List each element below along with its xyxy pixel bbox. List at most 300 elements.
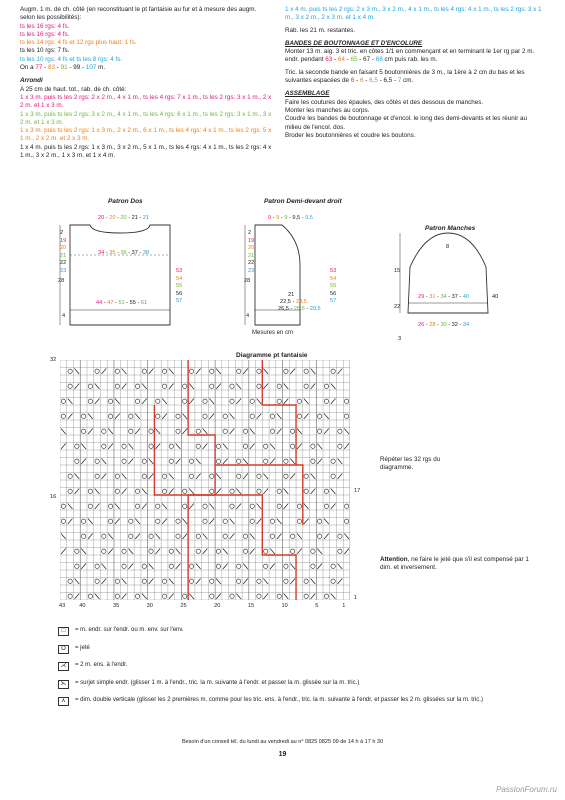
x-label: 10 bbox=[281, 603, 288, 609]
yarnover-mark bbox=[68, 489, 72, 493]
decrease-mark bbox=[81, 459, 86, 465]
decrease-mark bbox=[101, 474, 106, 480]
devant-right-heights: 53 54 55 56 57 bbox=[330, 268, 337, 304]
yarnover-mark bbox=[135, 594, 139, 598]
yarnover-mark bbox=[284, 474, 288, 478]
yarnover-mark bbox=[115, 369, 119, 373]
decrease-mark bbox=[155, 444, 160, 450]
dos-mid-widths: 34 - 35 - 36 - 37 - 38 bbox=[98, 250, 150, 256]
decrease-mark bbox=[236, 399, 241, 405]
yarnover-mark bbox=[169, 549, 173, 553]
decrease-mark bbox=[61, 549, 66, 555]
decrease-mark bbox=[331, 489, 336, 495]
yarnover-icon: O bbox=[58, 645, 69, 654]
yarnover-mark bbox=[61, 414, 65, 418]
yarnover-mark bbox=[102, 429, 106, 433]
yarnover-mark bbox=[203, 414, 207, 418]
yarnover-mark bbox=[237, 579, 241, 583]
bandes-line-2: Tric. la seconde bande en faisant 5 boutonnières de 3 m., la 1ère à 2 cm du bas et les suivantes espacées de 6 - 6 - 6,5 - 6,5 - 7 cm. bbox=[285, 68, 525, 85]
decrease-mark bbox=[277, 414, 282, 420]
yarnover-mark bbox=[324, 489, 328, 493]
augm-intro: Augm. 1 m. de ch. côté (en reconstituant le pt fantaisie au fur et à mesure des augm. selon les possibilités): bbox=[20, 6, 257, 22]
yarnover-mark bbox=[129, 534, 133, 538]
decrease-mark bbox=[162, 399, 167, 405]
decrease-mark bbox=[81, 564, 86, 570]
assemblage-line-1: Faire les coutures des épaules, des côtés et des dessous de manches. bbox=[285, 98, 484, 106]
yarnover-mark bbox=[142, 369, 146, 373]
decrease-mark bbox=[115, 399, 120, 405]
yarnover-mark bbox=[169, 459, 173, 463]
decrease-mark bbox=[284, 399, 289, 405]
yarnover-mark bbox=[142, 564, 146, 568]
watermark: PassionForum.ru bbox=[496, 785, 557, 794]
yarnover-mark bbox=[169, 444, 173, 448]
decrease-mark bbox=[95, 504, 100, 510]
decrease-mark bbox=[317, 549, 322, 555]
yarnover-mark bbox=[115, 579, 119, 583]
yarnover-mark bbox=[81, 429, 85, 433]
decrease-mark bbox=[162, 414, 167, 420]
yarnover-mark bbox=[68, 369, 72, 373]
yarnover-mark bbox=[68, 594, 72, 598]
decrease-mark bbox=[270, 444, 275, 450]
yarnover-mark bbox=[81, 414, 85, 418]
yarnover-mark bbox=[81, 519, 85, 523]
decrease-mark bbox=[61, 444, 66, 450]
yarnover-mark bbox=[331, 564, 335, 568]
yarnover-mark bbox=[257, 489, 261, 493]
decrease-mark bbox=[74, 489, 79, 495]
decrease-mark bbox=[223, 564, 228, 570]
decrease-mark bbox=[101, 579, 106, 585]
devant-side-height: 28 bbox=[244, 278, 251, 284]
yarnover-mark bbox=[216, 444, 220, 448]
yarnover-mark bbox=[284, 579, 288, 583]
knit-square-icon: □ bbox=[58, 627, 69, 636]
yarnover-mark bbox=[88, 489, 92, 493]
decrease-mark bbox=[290, 459, 295, 465]
yarnover-mark bbox=[223, 534, 227, 538]
yarnover-mark bbox=[324, 504, 328, 508]
yarnover-mark bbox=[149, 444, 153, 448]
yarnover-mark bbox=[338, 549, 342, 553]
decrease-mark bbox=[149, 474, 154, 480]
decrease-mark bbox=[155, 549, 160, 555]
yarnover-mark bbox=[317, 534, 321, 538]
arrondi-line-4: 1 x 4 m. puis ts les 2 rgs: 1 x 3 m., 3 x 2 m., 5 x 1 m., ts les 4 rgs: 4 x 1 m., ts les 2 rgs: 4 x 1 m., 3 x 2 m., 1 x 3 m. et 1 x 4 m. bbox=[20, 143, 272, 160]
yarnover-mark bbox=[270, 534, 274, 538]
decrease-mark bbox=[101, 459, 106, 465]
decrease-mark bbox=[169, 384, 174, 390]
decrease-mark bbox=[236, 504, 241, 510]
dos-bottom-widths: 44 - 47 - 51 - 55 - 61 bbox=[96, 300, 148, 306]
yarnover-mark bbox=[183, 594, 187, 598]
yarnover-mark bbox=[81, 534, 85, 538]
yarnover-mark bbox=[277, 489, 281, 493]
arrondi-line-2: 1 x 3 m. puis ts les 2 rgs: 3 x 2 m., 4 x 1 m., ts les 4 rgs: 6 x 1 m., ts les 2 rgs: 3 x 1 m., 3 x 2 m. et 1 x 3 m. bbox=[20, 110, 272, 126]
arrondi-line-3: 1 x 3 m. puis ts les 2 rgs: 1 x 3 m., 2 x 2 m., 6 x 1 m., ts les 4 rgs: 4 x 1 m., ts les 2 rgs: 5 x 1 m., 2 x 2 m. et 2 x 3 m. bbox=[20, 127, 272, 143]
decrease-mark bbox=[88, 519, 93, 525]
decrease-mark bbox=[74, 474, 79, 480]
decrease-mark bbox=[344, 534, 349, 540]
yarnover-mark bbox=[122, 459, 126, 463]
yarnover-mark bbox=[291, 534, 295, 538]
yarnover-mark bbox=[108, 519, 112, 523]
x-label: 20 bbox=[214, 603, 221, 609]
yarnover-mark bbox=[317, 519, 321, 523]
decrease-mark bbox=[182, 534, 187, 540]
decrease-mark bbox=[223, 549, 228, 555]
yarnover-mark bbox=[237, 564, 241, 568]
decrease-mark bbox=[169, 489, 174, 495]
yarnover-mark bbox=[75, 549, 79, 553]
decrease-mark bbox=[236, 489, 241, 495]
yarnover-mark bbox=[61, 519, 65, 523]
decrease-mark bbox=[284, 489, 289, 495]
decrease-mark bbox=[277, 534, 282, 540]
yarnover-mark bbox=[237, 459, 241, 463]
yarnover-mark bbox=[291, 444, 295, 448]
decrease-mark bbox=[95, 384, 100, 390]
decrease-mark bbox=[196, 474, 201, 480]
decrease-mark bbox=[223, 444, 228, 450]
yarnover-mark bbox=[230, 504, 234, 508]
decrease-mark bbox=[122, 474, 127, 480]
yarnover-mark bbox=[115, 489, 119, 493]
yarnover-mark bbox=[189, 564, 193, 568]
yarnover-mark bbox=[75, 444, 79, 448]
yarnover-mark bbox=[142, 474, 146, 478]
yarnover-mark bbox=[277, 384, 281, 388]
decrease-mark bbox=[257, 414, 262, 420]
yarnover-mark bbox=[162, 384, 166, 388]
yarnover-mark bbox=[277, 399, 281, 403]
yarnover-mark bbox=[270, 519, 274, 523]
yarnover-mark bbox=[264, 564, 268, 568]
decrease-mark bbox=[243, 579, 248, 585]
decrease-mark bbox=[142, 594, 147, 600]
decrease-mark bbox=[169, 474, 174, 480]
yarnover-mark bbox=[68, 384, 72, 388]
yarnover-mark bbox=[210, 579, 214, 583]
yarnover-mark bbox=[270, 429, 274, 433]
decrease-mark bbox=[74, 369, 79, 375]
decrease-mark bbox=[108, 444, 113, 450]
yarnover-mark bbox=[243, 444, 247, 448]
decrease-mark bbox=[176, 564, 181, 570]
yarnover-mark bbox=[324, 384, 328, 388]
yarnover-mark bbox=[338, 534, 342, 538]
decrease-mark bbox=[81, 549, 86, 555]
yarnover-mark bbox=[135, 489, 139, 493]
yarnover-mark bbox=[162, 579, 166, 583]
yarnover-mark bbox=[223, 414, 227, 418]
yarnover-mark bbox=[203, 519, 207, 523]
x-label: 25 bbox=[180, 603, 187, 609]
decrease-mark bbox=[270, 549, 275, 555]
yarnover-mark bbox=[250, 519, 254, 523]
decrease-mark bbox=[122, 384, 127, 390]
yarnover-mark bbox=[196, 534, 200, 538]
decrease-mark bbox=[324, 534, 329, 540]
yarnover-mark bbox=[61, 399, 65, 403]
devant-top-widths: 9 - 9 - 9 - 9,5 - 9,5 bbox=[268, 215, 313, 221]
decrease-mark bbox=[68, 414, 73, 420]
schematics-svg bbox=[0, 205, 565, 365]
yarnover-mark bbox=[324, 399, 328, 403]
yarnover-mark bbox=[122, 549, 126, 553]
yarnover-mark bbox=[257, 474, 261, 478]
yarnover-mark bbox=[196, 549, 200, 553]
yarnover-mark bbox=[183, 399, 187, 403]
repeat-note: Répéter les 32 rgs du diagramme. bbox=[380, 456, 441, 471]
yarnover-mark bbox=[210, 489, 214, 493]
yarnover-mark bbox=[75, 564, 79, 568]
yarnover-mark bbox=[297, 399, 301, 403]
decrease-mark bbox=[263, 579, 268, 585]
decrease-mark bbox=[189, 594, 194, 600]
decrease-mark bbox=[115, 504, 120, 510]
yarnover-mark bbox=[297, 414, 301, 418]
decrease-mark bbox=[243, 459, 248, 465]
decrease-mark bbox=[176, 444, 181, 450]
decrease-mark bbox=[317, 564, 322, 570]
yarnover-mark bbox=[176, 429, 180, 433]
decrease-mark bbox=[149, 369, 154, 375]
yarnover-mark bbox=[331, 474, 335, 478]
stitch-grid bbox=[60, 360, 350, 600]
yarnover-mark bbox=[61, 504, 65, 508]
heading-arrondi: Arrondi bbox=[20, 77, 43, 85]
yarnover-mark bbox=[257, 579, 261, 583]
yarnover-mark bbox=[230, 594, 234, 598]
decrease-mark bbox=[270, 459, 275, 465]
decrease-mark bbox=[176, 549, 181, 555]
yarnover-mark bbox=[284, 564, 288, 568]
decrease-mark bbox=[311, 489, 316, 495]
decrease-mark bbox=[68, 399, 73, 405]
decrease-mark bbox=[331, 504, 336, 510]
yarnover-mark bbox=[183, 384, 187, 388]
heading-bandes: BANDES DE BOUTONNAGE ET D'ENCOLURE bbox=[285, 39, 423, 47]
yarnover-mark bbox=[156, 414, 160, 418]
yarnover-mark bbox=[331, 579, 335, 583]
decrease-mark bbox=[331, 384, 336, 390]
assemblage-line-3: Coudre les bandes de boutonnage et d'encol. le long des demi-devants et les réunir au milieu de l'encol. dos. bbox=[285, 115, 528, 131]
manche-side-height: 22 bbox=[394, 304, 401, 310]
yarnover-mark bbox=[230, 399, 234, 403]
k2tog-icon: ⋌ bbox=[58, 662, 69, 671]
yarnover-mark bbox=[264, 444, 268, 448]
decrease-mark bbox=[284, 504, 289, 510]
yarnover-mark bbox=[102, 534, 106, 538]
decrease-mark bbox=[196, 564, 201, 570]
decrease-mark bbox=[230, 519, 235, 525]
yarnover-mark bbox=[250, 504, 254, 508]
yarnover-mark bbox=[304, 594, 308, 598]
decrease-mark bbox=[142, 384, 147, 390]
yarnover-mark bbox=[88, 399, 92, 403]
yarnover-mark bbox=[304, 579, 308, 583]
manche-mid-widths: 29 - 31 - 34 - 37 - 40 bbox=[418, 294, 470, 300]
bandes-line-1: Monter 13 m. aig. 3 et tric. en côtes 1/1 en commençant et en terminant le 1er rg par 2 m. endr. pendant 63 - 64 - 65 - 67 - 68 cm puis rab. les m. bbox=[285, 48, 535, 64]
attention-note: Attention, ne faire le jeté que s'il est compensé par 1 dim. et inversement. bbox=[380, 556, 529, 571]
decrease-mark bbox=[297, 549, 302, 555]
decrease-mark bbox=[68, 519, 73, 525]
decrease-mark bbox=[297, 444, 302, 450]
ssk-icon: ⋋ bbox=[58, 680, 69, 689]
legend-knit: □ = m. endr. sur l'endr. ou m. env. sur l'env. bbox=[58, 627, 498, 636]
decrease-mark bbox=[338, 579, 343, 585]
decrease-mark bbox=[203, 534, 208, 540]
yarnover-mark bbox=[317, 414, 321, 418]
decrease-mark bbox=[135, 414, 140, 420]
patron-dos-title: Patron Dos bbox=[108, 198, 143, 205]
decrease-mark bbox=[155, 534, 160, 540]
rab-line: Rab. les 21 m. restantes. bbox=[285, 26, 355, 34]
decrease-mark bbox=[189, 384, 194, 390]
decrease-mark bbox=[169, 579, 174, 585]
yarnover-mark bbox=[203, 504, 207, 508]
devant-bottom-3: 26,5 - 28,5 - 29,5 bbox=[278, 306, 321, 312]
decrease-mark bbox=[297, 429, 302, 435]
yarnover-mark bbox=[284, 459, 288, 463]
yarnover-mark bbox=[156, 519, 160, 523]
decrease-mark bbox=[189, 504, 194, 510]
yarnover-mark bbox=[317, 429, 321, 433]
decrease-mark bbox=[149, 579, 154, 585]
decrease-mark bbox=[108, 429, 113, 435]
decrease-mark bbox=[196, 579, 201, 585]
dos-top-widths: 20 - 20 - 20 - 21 - 21 bbox=[98, 215, 150, 221]
decrease-mark bbox=[142, 504, 147, 510]
decrease-mark bbox=[344, 444, 349, 450]
yarnover-mark bbox=[142, 579, 146, 583]
manche-right-height: 40 bbox=[492, 294, 499, 300]
decrease-mark bbox=[216, 489, 221, 495]
x-label: 40 bbox=[79, 603, 86, 609]
decrease-mark bbox=[311, 474, 316, 480]
devant-left-heights: 2 19 20 21 22 23 bbox=[248, 230, 255, 274]
decrease-mark bbox=[209, 519, 214, 525]
decrease-mark bbox=[311, 579, 316, 585]
decrease-mark bbox=[182, 429, 187, 435]
x-label: 1 bbox=[342, 603, 346, 609]
devant-bottom-1: 21 bbox=[288, 292, 295, 298]
assemblage-line-2: Monter les manches au corps. bbox=[285, 106, 370, 114]
decrease-mark bbox=[128, 459, 133, 465]
decrease-mark bbox=[290, 579, 295, 585]
decrease-mark bbox=[209, 399, 214, 405]
yarnover-mark bbox=[162, 489, 166, 493]
augm-line-1: ts les 16 rgs: 4 fs. bbox=[20, 22, 70, 30]
yarnover-mark bbox=[189, 459, 193, 463]
augm-line-4: ts les 10 rgs: 7 fs. bbox=[20, 47, 70, 55]
x-label: 35 bbox=[112, 603, 120, 609]
decrease-mark bbox=[209, 504, 214, 510]
patron-manches-title: Patron Manches bbox=[425, 225, 476, 232]
yarnover-mark bbox=[284, 369, 288, 373]
yarnover-mark bbox=[250, 414, 254, 418]
decrease-mark bbox=[263, 384, 268, 390]
decrease-mark bbox=[81, 444, 86, 450]
decrease-mark bbox=[88, 414, 93, 420]
yarnover-mark bbox=[311, 549, 315, 553]
decrease-mark bbox=[331, 399, 336, 405]
yarnover-mark bbox=[149, 429, 153, 433]
decrease-mark bbox=[122, 369, 127, 375]
decrease-mark bbox=[338, 474, 343, 480]
augm-line-2: ts les 16 rgs: 4 fs. bbox=[20, 30, 70, 38]
yarnover-mark bbox=[270, 414, 274, 418]
yarnover-mark bbox=[210, 594, 214, 598]
decrease-mark bbox=[115, 519, 120, 525]
decrease-mark bbox=[263, 474, 268, 480]
yarnover-mark bbox=[183, 489, 187, 493]
yarnover-mark bbox=[108, 504, 112, 508]
yarnover-mark bbox=[311, 459, 315, 463]
decrease-mark bbox=[122, 489, 127, 495]
yarnover-mark bbox=[102, 549, 106, 553]
decrease-mark bbox=[250, 534, 255, 540]
augm-line-3: ts les 14 rgs: 4 fs et 12 rgs plus haut: 1 fs. bbox=[20, 39, 137, 47]
decrease-mark bbox=[216, 579, 221, 585]
page-number: 19 bbox=[278, 751, 287, 758]
diagram-row-32: 32 bbox=[50, 357, 57, 363]
decrease-mark bbox=[216, 474, 221, 480]
yarnover-mark bbox=[189, 474, 193, 478]
decrease-mark bbox=[284, 594, 289, 600]
yarnover-mark bbox=[243, 549, 247, 553]
decrease-mark bbox=[304, 504, 309, 510]
decrease-mark bbox=[176, 459, 181, 465]
decrease-mark bbox=[61, 429, 66, 435]
decrease-mark bbox=[324, 429, 329, 435]
decrease-mark bbox=[304, 519, 309, 525]
x-label: 43 bbox=[59, 603, 66, 609]
decrease-mark bbox=[61, 534, 66, 540]
decrease-mark bbox=[250, 444, 255, 450]
yarnover-mark bbox=[68, 474, 72, 478]
yarnover-mark bbox=[311, 564, 315, 568]
yarnover-mark bbox=[156, 399, 160, 403]
decrease-mark bbox=[236, 384, 241, 390]
double-decrease-icon: ⋏ bbox=[58, 697, 69, 706]
yarnover-mark bbox=[183, 504, 187, 508]
yarnover-mark bbox=[129, 519, 133, 523]
decrease-mark bbox=[277, 429, 282, 435]
yarnover-mark bbox=[344, 414, 348, 418]
decrease-mark bbox=[304, 399, 309, 405]
decrease-mark bbox=[108, 534, 113, 540]
decrease-mark bbox=[95, 489, 100, 495]
yarnover-mark bbox=[156, 504, 160, 508]
decrease-mark bbox=[317, 444, 322, 450]
legend-double-dec: ⋏ = dim. double verticale (glisser les 2 premières m. comme pour les tric. ens. à l'endr., tric. la m. suivante à l'endr. et passer les 2 m. glissées sur la m. tric.) bbox=[58, 697, 498, 706]
yarnover-mark bbox=[210, 474, 214, 478]
decrease-mark bbox=[216, 594, 221, 600]
yarnover-mark bbox=[176, 534, 180, 538]
yarnover-mark bbox=[196, 429, 200, 433]
diagram-row-1: 1 bbox=[354, 595, 358, 601]
decrease-mark bbox=[203, 429, 208, 435]
arrondi-line-1: 1 x 3 m. puis ts les 2 rgs: 2 x 2 m., 4 x 1 m., ts les 4 rgs: 7 x 1 m., ts les 2 rgs: 3 x 1 m., 2 x 2 m. et 1 x 3 m. bbox=[20, 93, 272, 110]
yarnover-mark bbox=[88, 504, 92, 508]
decrease-mark bbox=[128, 549, 133, 555]
yarnover-mark bbox=[344, 399, 348, 403]
yarnover-mark bbox=[135, 504, 139, 508]
yarnover-mark bbox=[304, 474, 308, 478]
